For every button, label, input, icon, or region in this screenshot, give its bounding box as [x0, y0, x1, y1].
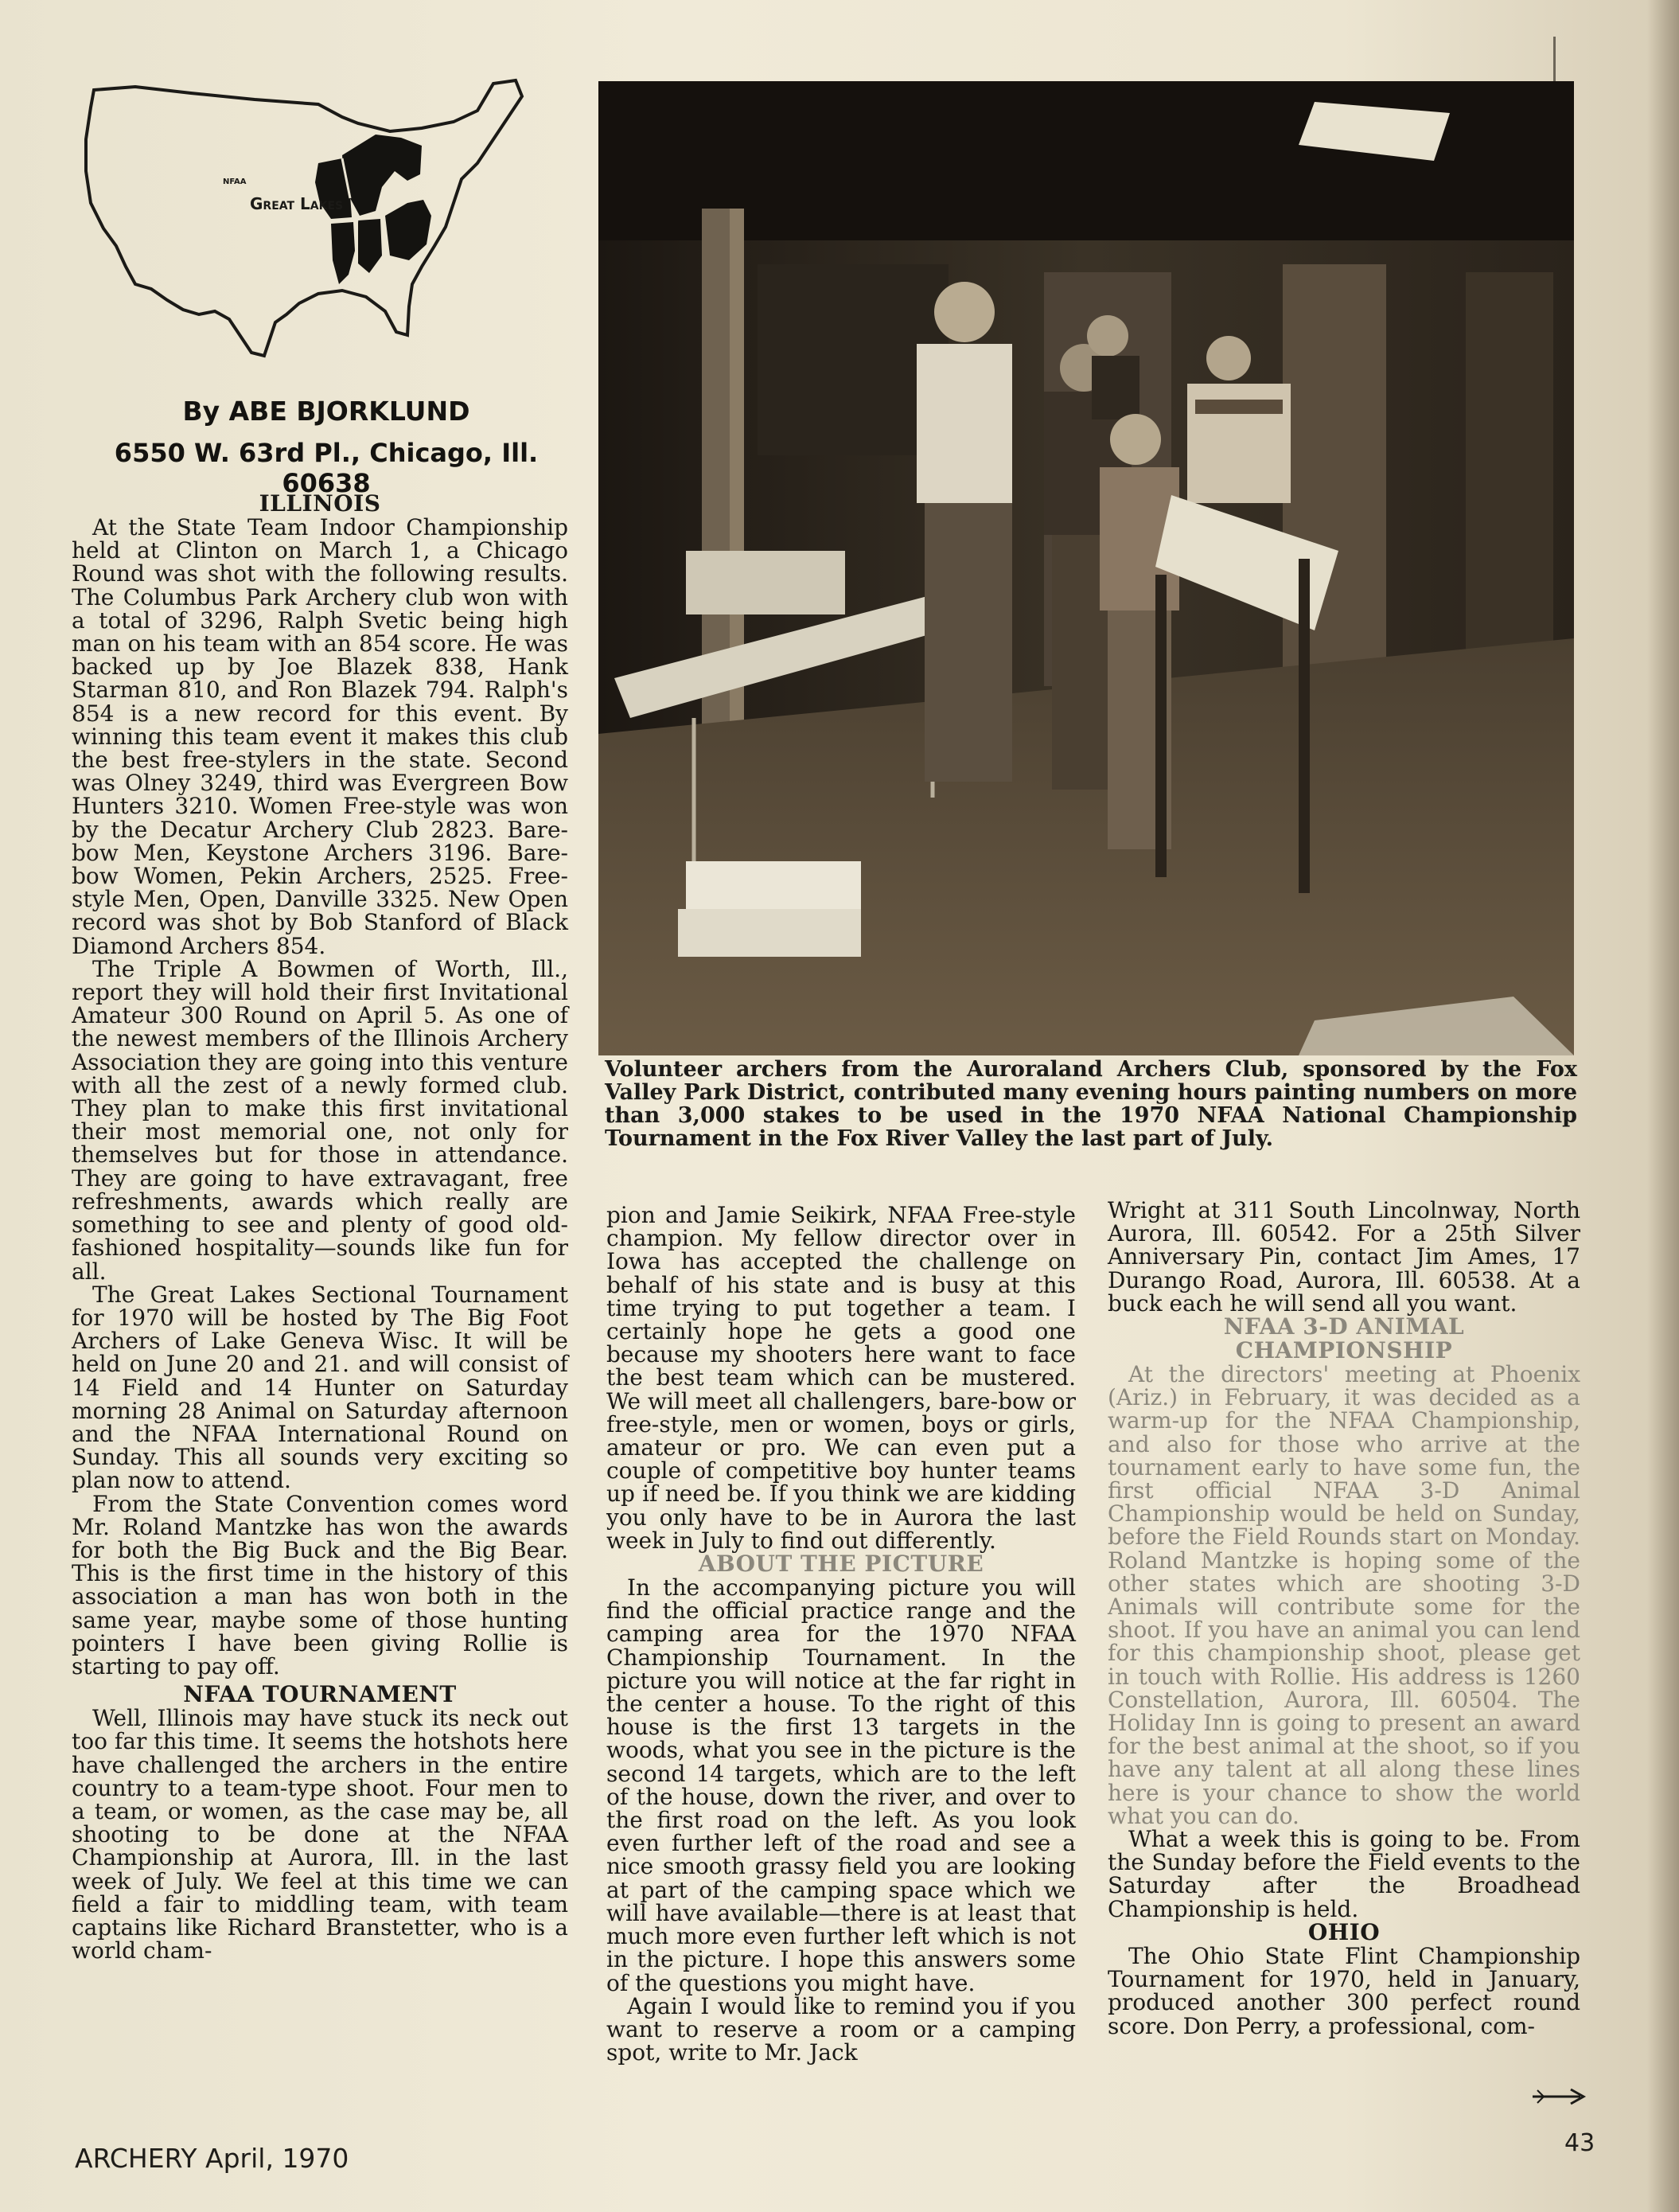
article-column-3 [1108, 1199, 1580, 2038]
section-heading-ohio: OHIO [1307, 1918, 1381, 1945]
continued-arrow-icon [1531, 2087, 1587, 2106]
ohio-region [385, 200, 431, 260]
paragraph: The Triple A Bowmen of Worth, Ill., report they will hold their first Invitational Amateur 300 Round on April 5. As one of the newest members of the Illinois Archery Association they are going into this venture with all the zest of a newly formed club. They plan to make this first invitational their most memorial one, not only for themselves but for those in attendance. They are going to have extravagant, free refreshments, awards which really are something to see and plenty of good old-fashioned hospitality—sounds like fun for all. [72, 955, 568, 1285]
map-logo-nfaa: NFAA [223, 178, 247, 186]
byline-address: 6550 W. 63rd Pl., Chicago, Ill. 60638 [114, 438, 539, 498]
paragraph: Well, Illinois may have stuck its neck out too far this time. It seems the hotshots here have challenged the archers in the entire country to a team-type shoot. Four men to a team, or women, as the case may be, all shooting to be done at the NFAA Championship at Aurora, Ill. in the last week of July. We feel at this time we can field a fair to middling team, with team captains like Richard Branstetter, who is a world cham- [72, 1705, 568, 1964]
section-heading-about-the-picture: ABOUT THE PICTURE [698, 1551, 984, 1578]
paragraph: In the accompanying picture you will find the official practice range and the camping area for the 1970 NFAA Championship Tournament. In the picture you will notice at the far right in the center a house. To the right of this house is the first 13 targets in the woods, what you see in the picture is the second 14 targets, which are to the left of the house, down the river, and over to the first road on the left. As you look even further left of the road and see a nice smooth grassy field you are looking at part of the camping space which we will have available—there is at least that much more even further left which is not in the picture. I hope this answers some of the questions you might have. [606, 1574, 1076, 1996]
article-column-1 [72, 492, 568, 1962]
indiana-region [358, 219, 382, 273]
page-number: 43 [1564, 2129, 1595, 2157]
map-logo-label: Great Lakes [250, 194, 344, 213]
byline-author: By ABE BJORKLUND [182, 396, 470, 427]
paragraph: From the State Convention comes word Mr. Roland Mantzke has won the awards for both the Big Buck and the Big Bear. This is the first time in the history of this association a man has won both in the same year, maybe some of those hunting pointers I have been giving Rollie is starting to pay off. [72, 1490, 568, 1679]
section-heading-3d-animal-championship: NFAA 3-D ANIMAL CHAMPIONSHIP [1223, 1313, 1465, 1364]
paragraph: At the State Team Indoor Championship held at Clinton on March 1, a Chicago Round was shot with the following results. The Columbus Park Archery club won with a total of 3296, Ralph Svetic being high man on his team with an 854 score. He was backed up by Joe Blazek 838, Hank Starman 810, and Ron Blazek 794. Ralph's 854 is a new record for this event. By winning this team event it makes this club the best free-stylers in the state. Second was Olney 3249, third was Evergreen Bow Hunters 3210. Women Free-style was won by the Decatur Archery Club 2823. Bare-bow Men, Keystone Archers 3196. Bare-bow Women, Pekin Archers, 2525. Free-style Men, Open, Danville 3325. New Open record was shot by Bob Stanford of Black Diamond Archers 854. [72, 514, 568, 959]
paragraph: At the directors' meeting at Phoenix (Ariz.) in February, it was decided as a warm-up for the NFAA Championship, and also for those who arrive at the tournament early to have some fun, the first official NFAA 3-D Animal Championship would be held on Sunday, before the Field Rounds start on Monday. Roland Mantzke is hoping some of the other states which are shooting 3-D Animals will contribute some for the shoot. If you have an animal you can lend for this championship shoot, please get in touch with Rollie. His address is 1260 Constellation, Aurora, Ill. 60504. The Holiday Inn is going to present an award for the best animal at the shoot, so if you have any talent at all along these lines here is your chance to show the world what you can do. [1108, 1361, 1580, 1829]
page-fold-shadow [1647, 0, 1679, 2212]
paragraph: Wright at 311 South Lincolnway, North Aurora, Ill. 60542. For a 25th Silver Anniversary Pin, contact Jim Ames, 17 Durango Road, Aurora, Ill. 60538. At a buck each he will send all you want. [1108, 1197, 1580, 1317]
section-heading-nfaa-tournament: NFAA TOURNAMENT [183, 1681, 457, 1708]
great-lakes-map [80, 76, 557, 370]
paragraph: The Ohio State Flint Championship Tournament for 1970, held in January, produced another 300 perfect round score. Don Perry, a professional, com- [1108, 1942, 1580, 2039]
section-heading-illinois: ILLINOIS [259, 490, 381, 517]
illinois-region [331, 222, 355, 284]
photo-caption: Volunteer archers from the Auroraland Archers Club, sponsored by the Fox Valley Park District, contributed many evening hours painting numbers on more than 3,000 stakes to be used in the 1970 NFAA National Championship Tournament in the Fox River Valley the last part of July. [605, 1057, 1577, 1151]
us-outline [86, 80, 522, 356]
paragraph: What a week this is going to be. From the Sunday before the Field events to the Saturday after the Broadhead Championship is held. [1108, 1826, 1580, 1922]
volunteer-archers-photo [598, 81, 1574, 1055]
paragraph: The Great Lakes Sectional Tournament for 1970 will be hosted by The Big Foot Archers of Lake Geneva Wisc. It will be held on June 20 and 21. and will consist of 14 Field and 14 Hunter on Saturday morning 28 Animal on Saturday afternoon and the NFAA International Round on Sunday. This all sounds very exciting so plan now to attend. [72, 1281, 568, 1494]
paragraph: pion and Jamie Seikirk, NFAA Free-style champion. My fellow director over in Iowa has accepted the challenge on behalf of his state and is busy at this time trying to put together a team. I certainly hope he gets a good one because my shooters here want to face the best team which can be mustered. We will meet all challengers, bare-bow or free-style, men or women, boys or girls, amateur or pro. We can even put a couple of competitive boy hunter teams up if need be. If you think we are kidding you only have to be in Aurora the last week in July to find out differently. [606, 1202, 1076, 1554]
magazine-footer: ARCHERY April, 1970 [75, 2143, 349, 2174]
paragraph: Again I would like to remind you if you want to reserve a room or a camping spot, write to Mr. Jack [606, 1992, 1076, 2066]
article-column-2 [606, 1204, 1076, 2064]
